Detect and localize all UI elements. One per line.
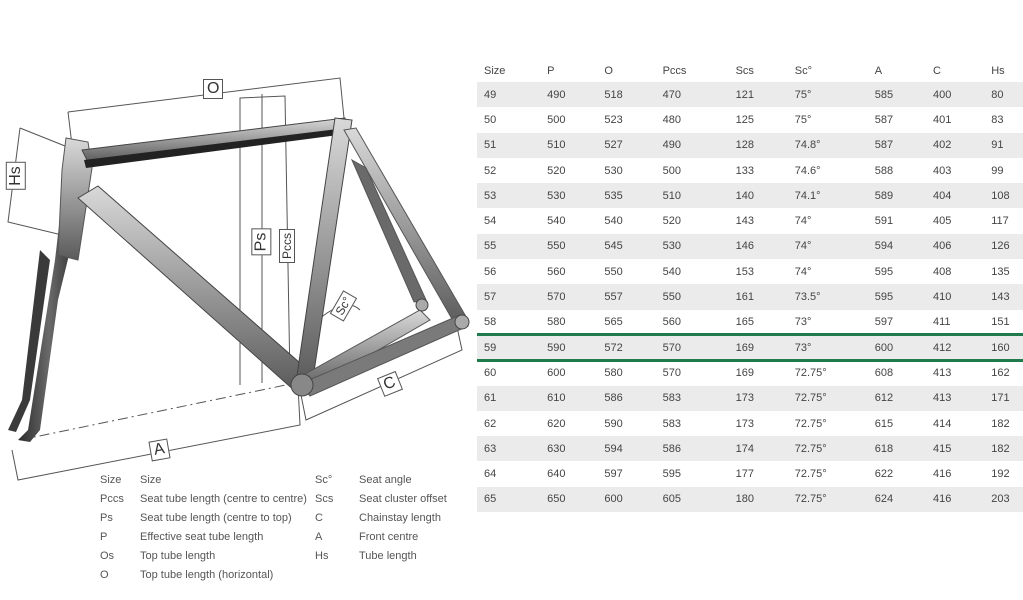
table-cell: 91 bbox=[991, 133, 1023, 158]
table-cell: 416 bbox=[933, 487, 991, 512]
table-cell: 600 bbox=[604, 487, 662, 512]
table-cell: 74° bbox=[794, 215, 812, 228]
table-cell: 591 bbox=[874, 215, 894, 228]
label-ps: Ps bbox=[251, 229, 271, 256]
table-cell: 408 bbox=[933, 265, 952, 278]
table-cell: 151 bbox=[991, 316, 1010, 329]
table-cell: 520 bbox=[547, 164, 566, 177]
table-cell: 585 bbox=[875, 82, 933, 107]
table-cell: 510 bbox=[663, 183, 736, 208]
column-header: A bbox=[874, 65, 883, 77]
table-cell: 530 bbox=[547, 183, 604, 208]
legend-abbr: A bbox=[315, 530, 323, 543]
table-cell: 61 bbox=[477, 386, 547, 411]
table-cell: 75° bbox=[795, 82, 875, 107]
table-row bbox=[477, 133, 1023, 158]
table-cell: 412 bbox=[933, 335, 991, 360]
table-cell: 174 bbox=[736, 436, 795, 461]
table-cell: 600 bbox=[875, 335, 933, 360]
table-cell: 73.5° bbox=[795, 284, 875, 309]
table-cell: 518 bbox=[604, 82, 662, 107]
table-cell: 143 bbox=[991, 284, 1023, 309]
table-cell: 624 bbox=[875, 487, 933, 512]
table-cell: 50 bbox=[484, 113, 497, 126]
table-cell: 550 bbox=[663, 284, 736, 309]
table-cell: 612 bbox=[875, 386, 933, 411]
table-cell: 169 bbox=[736, 335, 795, 360]
table-cell: 74.8° bbox=[795, 133, 875, 158]
table-cell: 108 bbox=[991, 183, 1023, 208]
table-cell: 560 bbox=[662, 316, 681, 329]
column-header: Sc° bbox=[794, 65, 813, 77]
table-cell: 560 bbox=[547, 265, 566, 278]
table-cell: 143 bbox=[735, 215, 754, 228]
table-cell: 580 bbox=[604, 366, 623, 379]
table-cell: 153 bbox=[735, 265, 754, 278]
table-cell: 56 bbox=[484, 265, 497, 278]
table-cell: 572 bbox=[604, 335, 662, 360]
table-row bbox=[477, 411, 1023, 436]
legend-desc: Effective seat tube length bbox=[140, 530, 264, 543]
table-cell: 630 bbox=[547, 436, 604, 461]
table-row bbox=[477, 259, 1023, 284]
label-c: C bbox=[377, 371, 403, 397]
table-cell: 608 bbox=[874, 366, 894, 379]
table-cell: 490 bbox=[547, 82, 604, 107]
legend-desc: Chainstay length bbox=[359, 511, 441, 524]
legend-abbr: C bbox=[315, 511, 323, 524]
table-cell: 135 bbox=[991, 265, 1010, 278]
table-cell: 510 bbox=[547, 133, 604, 158]
table-cell: 588 bbox=[874, 164, 894, 177]
frame-diagram bbox=[0, 0, 475, 490]
table-cell: 128 bbox=[736, 133, 795, 158]
table-cell: 401 bbox=[933, 113, 952, 126]
table-cell: 527 bbox=[604, 133, 662, 158]
table-row bbox=[477, 183, 1023, 208]
table-cell: 140 bbox=[736, 183, 795, 208]
table-cell: 470 bbox=[663, 82, 736, 107]
legend-desc: Seat tube length (centre to centre) bbox=[140, 492, 307, 505]
table-cell: 160 bbox=[991, 335, 1023, 360]
table-cell: 99 bbox=[991, 164, 1004, 177]
table-cell: 74.6° bbox=[794, 164, 821, 177]
table-cell: 550 bbox=[604, 265, 623, 278]
legend-abbr: Os bbox=[100, 549, 115, 562]
table-cell: 570 bbox=[663, 335, 736, 360]
table-cell: 520 bbox=[662, 215, 681, 228]
table-cell: 523 bbox=[604, 113, 623, 126]
table-cell: 589 bbox=[875, 183, 933, 208]
table-cell: 540 bbox=[604, 215, 623, 228]
table-cell: 75° bbox=[794, 113, 812, 126]
table-cell: 570 bbox=[547, 284, 604, 309]
table-cell: 51 bbox=[477, 133, 547, 158]
table-cell: 583 bbox=[662, 417, 681, 430]
table-cell: 60 bbox=[484, 366, 497, 379]
table-cell: 64 bbox=[484, 468, 497, 481]
table-row bbox=[477, 310, 1023, 335]
table-cell: 161 bbox=[736, 284, 795, 309]
legend-abbr: Hs bbox=[315, 549, 329, 562]
highlight-line-bottom bbox=[477, 359, 1023, 362]
table-cell: 597 bbox=[874, 316, 894, 329]
column-header: O bbox=[604, 65, 613, 77]
table-cell: 583 bbox=[663, 386, 736, 411]
table-cell: 590 bbox=[547, 335, 604, 360]
table-cell: 73° bbox=[795, 335, 875, 360]
table-cell: 570 bbox=[662, 366, 681, 379]
table-cell: 597 bbox=[604, 468, 623, 481]
table-cell: 415 bbox=[933, 436, 991, 461]
table-cell: 620 bbox=[547, 417, 566, 430]
table-cell: 413 bbox=[933, 386, 991, 411]
seat-tube bbox=[296, 118, 352, 385]
table-cell: 530 bbox=[604, 164, 623, 177]
table-header-row bbox=[477, 60, 1023, 82]
table-cell: 182 bbox=[991, 417, 1010, 430]
table-cell: 530 bbox=[663, 234, 736, 259]
table-cell: 587 bbox=[874, 113, 894, 126]
table-cell: 402 bbox=[933, 133, 991, 158]
table-cell: 540 bbox=[547, 215, 566, 228]
seat-stays bbox=[344, 128, 468, 326]
table-cell: 182 bbox=[991, 436, 1023, 461]
legend-abbr: O bbox=[100, 568, 109, 581]
table-cell: 565 bbox=[604, 316, 623, 329]
table-cell: 173 bbox=[736, 386, 795, 411]
table-cell: 595 bbox=[875, 284, 933, 309]
table-cell: 55 bbox=[477, 234, 547, 259]
table-row bbox=[477, 335, 1023, 360]
label-seat-angle: Sc° bbox=[330, 290, 357, 321]
table-cell: 650 bbox=[547, 487, 604, 512]
legend-abbr: P bbox=[100, 530, 108, 543]
table-cell: 490 bbox=[663, 133, 736, 158]
table-cell: 594 bbox=[604, 436, 662, 461]
table-cell: 121 bbox=[736, 82, 795, 107]
table-cell: 586 bbox=[663, 436, 736, 461]
table-cell: 405 bbox=[933, 215, 952, 228]
legend-desc: Front centre bbox=[359, 530, 419, 543]
table-cell: 125 bbox=[735, 113, 754, 126]
table-cell: 587 bbox=[875, 133, 933, 158]
table-cell: 171 bbox=[991, 386, 1023, 411]
table-cell: 610 bbox=[547, 386, 604, 411]
legend-abbr: Scs bbox=[315, 492, 334, 505]
table-cell: 413 bbox=[933, 366, 952, 379]
table-cell: 600 bbox=[547, 366, 566, 379]
legend-abbr: Sc° bbox=[315, 473, 333, 486]
table-cell: 62 bbox=[484, 417, 497, 430]
table-cell: 622 bbox=[874, 468, 894, 481]
table-row bbox=[477, 234, 1023, 259]
table-cell: 117 bbox=[991, 215, 1009, 228]
table-row bbox=[477, 208, 1023, 233]
table-cell: 126 bbox=[991, 234, 1023, 259]
table-cell: 74° bbox=[794, 265, 812, 278]
table-cell: 615 bbox=[874, 417, 894, 430]
label-a: A bbox=[148, 439, 170, 462]
table-cell: 500 bbox=[547, 113, 566, 126]
table-cell: 133 bbox=[735, 164, 754, 177]
table-cell: 540 bbox=[662, 265, 681, 278]
table-cell: 72.75° bbox=[794, 366, 827, 379]
table-cell: 411 bbox=[933, 316, 951, 329]
table-cell: 72.75° bbox=[795, 436, 875, 461]
table-cell: 177 bbox=[735, 468, 754, 481]
table-cell: 72.75° bbox=[794, 468, 827, 481]
table-cell: 173 bbox=[735, 417, 754, 430]
table-cell: 605 bbox=[663, 487, 736, 512]
legend bbox=[100, 470, 490, 584]
table-cell: 49 bbox=[477, 82, 547, 107]
table-cell: 594 bbox=[875, 234, 933, 259]
column-header: Hs bbox=[991, 65, 1005, 77]
label-hs: Hs bbox=[6, 162, 26, 190]
table-cell: 410 bbox=[933, 284, 991, 309]
table-cell: 416 bbox=[933, 468, 952, 481]
legend-abbr: Size bbox=[100, 473, 122, 486]
legend-abbr: Pccs bbox=[100, 492, 124, 505]
geometry-table bbox=[477, 60, 1023, 512]
table-row bbox=[477, 386, 1023, 411]
table-cell: 146 bbox=[736, 234, 795, 259]
table-cell: 72.75° bbox=[794, 417, 827, 430]
table-row bbox=[477, 487, 1023, 512]
table-cell: 203 bbox=[991, 487, 1023, 512]
table-cell: 403 bbox=[933, 164, 952, 177]
legend-abbr: Ps bbox=[100, 511, 113, 524]
table-cell: 480 bbox=[662, 113, 681, 126]
highlight-line-top bbox=[477, 333, 1023, 336]
legend-desc: Seat tube length (centre to top) bbox=[140, 511, 292, 524]
table-cell: 192 bbox=[991, 468, 1010, 481]
table-cell: 500 bbox=[662, 164, 681, 177]
table-row bbox=[477, 461, 1023, 486]
table-cell: 595 bbox=[874, 265, 894, 278]
table-cell: 640 bbox=[547, 468, 566, 481]
column-header: Size bbox=[484, 65, 506, 77]
legend-desc: Seat cluster offset bbox=[359, 492, 447, 505]
table-cell: 57 bbox=[477, 284, 547, 309]
label-pccs: Pccs bbox=[279, 229, 295, 263]
table-cell: 550 bbox=[547, 234, 604, 259]
table-cell: 59 bbox=[477, 335, 547, 360]
column-header: Pccs bbox=[662, 65, 687, 77]
table-cell: 586 bbox=[604, 386, 662, 411]
legend-desc: Tube length bbox=[359, 549, 417, 562]
table-cell: 162 bbox=[991, 366, 1010, 379]
legend-desc: Top tube length bbox=[140, 549, 216, 562]
table-cell: 52 bbox=[484, 164, 497, 177]
table-cell: 53 bbox=[477, 183, 547, 208]
table-cell: 74° bbox=[795, 234, 875, 259]
legend-desc: Top tube length (horizontal) bbox=[140, 568, 274, 581]
table-cell: 63 bbox=[477, 436, 547, 461]
table-cell: 545 bbox=[604, 234, 662, 259]
legend-desc: Size bbox=[140, 473, 162, 486]
label-o: O bbox=[203, 79, 223, 99]
table-row bbox=[477, 107, 1023, 132]
table-cell: 590 bbox=[604, 417, 623, 430]
table-cell: 80 bbox=[991, 82, 1023, 107]
table-cell: 595 bbox=[662, 468, 681, 481]
table-cell: 618 bbox=[875, 436, 933, 461]
table-cell: 165 bbox=[735, 316, 754, 329]
table-cell: 414 bbox=[933, 417, 952, 430]
table-cell: 557 bbox=[604, 284, 662, 309]
column-header: C bbox=[933, 65, 941, 77]
down-tube bbox=[78, 186, 308, 392]
legend-desc: Seat angle bbox=[359, 473, 412, 486]
table-cell: 180 bbox=[736, 487, 795, 512]
table-cell: 406 bbox=[933, 234, 991, 259]
table-cell: 535 bbox=[604, 183, 662, 208]
bottom-bracket bbox=[291, 374, 313, 396]
column-header: P bbox=[547, 65, 555, 77]
table-cell: 73° bbox=[794, 316, 812, 329]
table-cell: 58 bbox=[484, 316, 497, 329]
table-cell: 72.75° bbox=[795, 487, 875, 512]
table-cell: 65 bbox=[477, 487, 547, 512]
table-cell: 404 bbox=[933, 183, 991, 208]
table-row bbox=[477, 360, 1023, 385]
table-cell: 400 bbox=[933, 82, 991, 107]
table-row bbox=[477, 284, 1023, 309]
column-header: Scs bbox=[735, 65, 754, 77]
table-row bbox=[477, 436, 1023, 461]
table-row bbox=[477, 158, 1023, 183]
table-cell: 54 bbox=[484, 215, 497, 228]
table-row bbox=[477, 82, 1023, 107]
table-cell: 580 bbox=[547, 316, 566, 329]
table-cell: 74.1° bbox=[795, 183, 875, 208]
table-cell: 169 bbox=[735, 366, 754, 379]
table-cell: 83 bbox=[991, 113, 1004, 126]
table-cell: 72.75° bbox=[795, 386, 875, 411]
